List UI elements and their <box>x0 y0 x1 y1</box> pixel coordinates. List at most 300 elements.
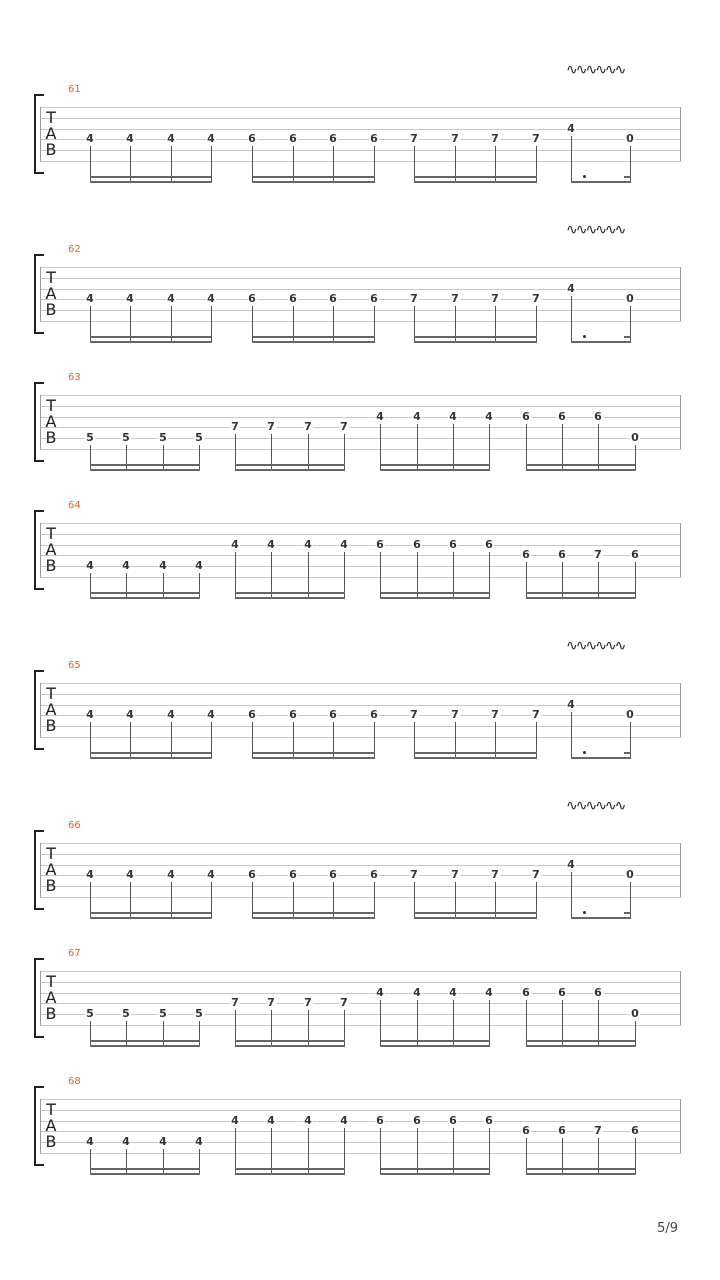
fret-number: 6 <box>248 708 256 722</box>
fret-number: 5 <box>86 431 94 445</box>
staff-line <box>40 886 681 887</box>
fret-number: 7 <box>304 420 312 434</box>
note-stem <box>526 424 527 469</box>
fret-number: 7 <box>491 132 499 146</box>
fret-number: 5 <box>122 1007 130 1021</box>
tab-clef-letter: B <box>45 300 57 319</box>
fret-number: 7 <box>532 292 540 306</box>
staff-line <box>40 427 681 428</box>
tab-clef-letter: A <box>45 124 57 143</box>
beam <box>90 1173 200 1175</box>
tab-clef-letter: B <box>45 876 57 895</box>
fret-number: 4 <box>159 559 167 573</box>
staff-line <box>40 406 681 407</box>
barline-end <box>680 843 681 897</box>
staff-line <box>40 1121 681 1122</box>
tab-system <box>0 1076 720 1202</box>
note-stem <box>271 1128 272 1173</box>
fret-number: 4 <box>126 292 134 306</box>
dotted-note <box>583 911 586 914</box>
fret-number: 7 <box>231 996 239 1010</box>
fret-number: 6 <box>594 409 602 423</box>
fret-number: 7 <box>491 292 499 306</box>
tab-clef-letter: A <box>45 700 57 719</box>
fret-number: 6 <box>413 1113 421 1127</box>
beam <box>235 469 345 471</box>
beam <box>380 1045 490 1047</box>
fret-number: 6 <box>289 292 297 306</box>
vibrato-mark: ∿∿∿∿∿∿ <box>566 222 625 238</box>
beam <box>90 469 200 471</box>
fret-number: 4 <box>167 708 175 722</box>
fret-number: 4 <box>86 868 94 882</box>
tab-clef-letter: A <box>45 1116 57 1135</box>
staff-line <box>40 854 681 855</box>
fret-number: 4 <box>340 537 348 551</box>
fret-number: 4 <box>340 1113 348 1127</box>
staff-line <box>40 289 681 290</box>
fret-number: 4 <box>126 868 134 882</box>
measure-number: 62 <box>68 244 81 255</box>
barline-end <box>680 267 681 321</box>
tab-clef-letter: B <box>45 428 57 447</box>
tab-clef-letter: T <box>46 684 56 703</box>
fret-number: 4 <box>167 868 175 882</box>
staff-line <box>40 1099 681 1100</box>
fret-number: 6 <box>370 868 378 882</box>
tab-clef-letter: B <box>45 140 57 159</box>
fret-number: 7 <box>267 420 275 434</box>
fret-number: 6 <box>413 537 421 551</box>
note-stem <box>489 1000 490 1045</box>
note-stem <box>308 552 309 597</box>
fret-number: 7 <box>410 708 418 722</box>
tab-clef-letter: T <box>46 844 56 863</box>
fret-number: 4 <box>195 1135 203 1149</box>
staff-line <box>40 715 681 716</box>
fret-number: 6 <box>289 132 297 146</box>
beam <box>571 341 631 343</box>
note-stem <box>453 424 454 469</box>
fret-number: 4 <box>304 1113 312 1127</box>
tab-clef-letter: A <box>45 284 57 303</box>
barline-end <box>680 523 681 577</box>
beam <box>526 592 636 594</box>
staff-line <box>40 865 681 866</box>
staff-line <box>40 566 681 567</box>
fret-number: 6 <box>558 1124 566 1138</box>
beam <box>90 1045 200 1047</box>
fret-number: 4 <box>413 985 421 999</box>
note-stem <box>271 552 272 597</box>
measure-number: 61 <box>68 84 81 95</box>
fret-number: 4 <box>267 537 275 551</box>
beam <box>90 752 212 754</box>
fret-number: 6 <box>522 1124 530 1138</box>
beam <box>235 592 345 594</box>
barline-start <box>40 523 41 577</box>
staff-line <box>40 395 681 396</box>
note-stem <box>571 296 572 341</box>
fret-number: 7 <box>532 708 540 722</box>
fret-number: 6 <box>289 708 297 722</box>
staff-line <box>40 1003 681 1004</box>
beam <box>90 181 212 183</box>
beam <box>235 1168 345 1170</box>
beam <box>526 464 636 466</box>
fret-number: 4 <box>231 1113 239 1127</box>
beam <box>414 336 537 338</box>
fret-number: 6 <box>370 292 378 306</box>
tab-clef-letter: A <box>45 412 57 431</box>
beam <box>571 757 631 759</box>
fret-number: 6 <box>329 868 337 882</box>
staff-line <box>40 577 681 578</box>
fret-number: 7 <box>451 708 459 722</box>
staff-line <box>40 982 681 983</box>
fret-number: 6 <box>485 537 493 551</box>
tab-system <box>0 222 720 370</box>
beam <box>252 912 375 914</box>
staff-line <box>40 321 681 322</box>
beam-short <box>624 336 631 338</box>
beam <box>252 752 375 754</box>
fret-number: 4 <box>86 1135 94 1149</box>
beam <box>90 336 212 338</box>
beam <box>414 917 537 919</box>
fret-number: 4 <box>207 868 215 882</box>
fret-number: 6 <box>248 868 256 882</box>
staff-line <box>40 694 681 695</box>
staff-line <box>40 150 681 151</box>
tab-clef-letter: T <box>46 108 56 127</box>
note-stem <box>453 552 454 597</box>
fret-number: 4 <box>159 1135 167 1149</box>
note-stem <box>417 552 418 597</box>
beam <box>252 757 375 759</box>
fret-number: 5 <box>122 431 130 445</box>
note-stem <box>380 1000 381 1045</box>
vibrato-mark: ∿∿∿∿∿∿ <box>566 798 625 814</box>
beam <box>90 464 200 466</box>
fret-number: 6 <box>485 1113 493 1127</box>
barline-end <box>680 107 681 161</box>
fret-number: 4 <box>126 708 134 722</box>
vibrato-mark: ∿∿∿∿∿∿ <box>566 638 625 654</box>
staff-line <box>40 993 681 994</box>
vibrato-mark: ∿∿∿∿∿∿ <box>566 62 625 78</box>
beam <box>414 757 537 759</box>
tab-system <box>0 500 720 626</box>
beam <box>235 1040 345 1042</box>
staff-line <box>40 683 681 684</box>
note-stem <box>308 1128 309 1173</box>
tab-clef-letter: A <box>45 988 57 1007</box>
fret-number: 7 <box>267 996 275 1010</box>
beam <box>90 1168 200 1170</box>
fret-number: 4 <box>167 292 175 306</box>
tab-clef-letter: B <box>45 716 57 735</box>
staff-line <box>40 129 681 130</box>
beam <box>414 341 537 343</box>
fret-number: 6 <box>631 1124 639 1138</box>
note-stem <box>571 712 572 757</box>
measure-number: 66 <box>68 820 81 831</box>
fret-number: 6 <box>248 292 256 306</box>
fret-number: 4 <box>376 409 384 423</box>
staff-line <box>40 139 681 140</box>
fret-number: 7 <box>491 868 499 882</box>
fret-number: 6 <box>522 548 530 562</box>
tab-clef-letter: T <box>46 524 56 543</box>
staff-line <box>40 1131 681 1132</box>
staff-line <box>40 875 681 876</box>
tab-system <box>0 372 720 498</box>
staff-line <box>40 417 681 418</box>
fret-number: 0 <box>631 1007 639 1021</box>
measure-number: 64 <box>68 500 81 511</box>
fret-number: 4 <box>485 985 493 999</box>
measure-number: 67 <box>68 948 81 959</box>
fret-number: 0 <box>626 292 634 306</box>
fret-number: 4 <box>267 1113 275 1127</box>
beam <box>526 1173 636 1175</box>
fret-number: 6 <box>449 1113 457 1127</box>
beam <box>526 1168 636 1170</box>
fret-number: 4 <box>86 132 94 146</box>
fret-number: 0 <box>626 708 634 722</box>
fret-number: 7 <box>410 132 418 146</box>
fret-number: 4 <box>207 292 215 306</box>
fret-number: 4 <box>567 281 575 295</box>
fret-number: 0 <box>626 868 634 882</box>
beam <box>414 912 537 914</box>
fret-number: 4 <box>207 132 215 146</box>
fret-number: 4 <box>86 559 94 573</box>
barline-start <box>40 1099 41 1153</box>
note-stem <box>489 1128 490 1173</box>
measure-number: 65 <box>68 660 81 671</box>
fret-number: 7 <box>340 996 348 1010</box>
note-stem <box>417 424 418 469</box>
fret-number: 6 <box>370 132 378 146</box>
note-stem <box>344 1128 345 1173</box>
note-stem <box>489 424 490 469</box>
note-stem <box>598 424 599 469</box>
fret-number: 7 <box>410 292 418 306</box>
tab-system <box>0 948 720 1074</box>
fret-number: 7 <box>304 996 312 1010</box>
beam <box>380 464 490 466</box>
fret-number: 5 <box>195 1007 203 1021</box>
barline-start <box>40 683 41 737</box>
staff-line <box>40 1025 681 1026</box>
fret-number: 7 <box>451 132 459 146</box>
tab-clef-letter: T <box>46 972 56 991</box>
note-stem <box>562 1000 563 1045</box>
staff-line <box>40 449 681 450</box>
beam <box>90 1040 200 1042</box>
staff-line <box>40 1142 681 1143</box>
beam <box>380 597 490 599</box>
fret-number: 6 <box>522 409 530 423</box>
fret-number: 6 <box>329 708 337 722</box>
beam <box>252 917 375 919</box>
beam <box>90 597 200 599</box>
beam <box>90 917 212 919</box>
note-stem <box>489 552 490 597</box>
beam <box>252 341 375 343</box>
staff-line <box>40 299 681 300</box>
fret-number: 7 <box>231 420 239 434</box>
beam <box>90 912 212 914</box>
tab-clef-letter: B <box>45 1004 57 1023</box>
fret-number: 7 <box>451 868 459 882</box>
barline-end <box>680 395 681 449</box>
fret-number: 7 <box>594 1124 602 1138</box>
dotted-note <box>583 751 586 754</box>
note-stem <box>235 552 236 597</box>
staff-line <box>40 107 681 108</box>
fret-number: 4 <box>122 1135 130 1149</box>
tab-clef-letter: B <box>45 556 57 575</box>
beam <box>90 757 212 759</box>
fret-number: 5 <box>195 431 203 445</box>
barline-start <box>40 107 41 161</box>
staff-line <box>40 523 681 524</box>
fret-number: 4 <box>122 559 130 573</box>
barline-end <box>680 1099 681 1153</box>
fret-number: 7 <box>491 708 499 722</box>
beam-short <box>624 912 631 914</box>
note-stem <box>571 872 572 917</box>
barline-start <box>40 267 41 321</box>
fret-number: 5 <box>86 1007 94 1021</box>
fret-number: 6 <box>522 985 530 999</box>
staff-line <box>40 737 681 738</box>
fret-number: 4 <box>207 708 215 722</box>
fret-number: 4 <box>567 121 575 135</box>
fret-number: 6 <box>329 292 337 306</box>
beam <box>252 176 375 178</box>
staff-line <box>40 897 681 898</box>
tab-clef-letter: T <box>46 268 56 287</box>
fret-number: 4 <box>567 697 575 711</box>
fret-number: 4 <box>485 409 493 423</box>
dotted-note <box>583 335 586 338</box>
staff-line <box>40 267 681 268</box>
staff-line <box>40 161 681 162</box>
staff-line <box>40 1153 681 1154</box>
fret-number: 4 <box>195 559 203 573</box>
fret-number: 6 <box>248 132 256 146</box>
beam <box>380 469 490 471</box>
fret-number: 4 <box>413 409 421 423</box>
beam <box>526 1040 636 1042</box>
fret-number: 6 <box>289 868 297 882</box>
note-stem <box>526 1000 527 1045</box>
fret-number: 6 <box>329 132 337 146</box>
fret-number: 7 <box>340 420 348 434</box>
beam <box>90 176 212 178</box>
staff-line <box>40 843 681 844</box>
fret-number: 4 <box>86 708 94 722</box>
note-stem <box>235 1128 236 1173</box>
staff-line <box>40 278 681 279</box>
staff-line <box>40 1110 681 1111</box>
staff-line <box>40 545 681 546</box>
fret-number: 4 <box>449 985 457 999</box>
fret-number: 6 <box>376 537 384 551</box>
barline-end <box>680 683 681 737</box>
fret-number: 6 <box>558 985 566 999</box>
beam <box>414 176 537 178</box>
beam <box>380 592 490 594</box>
page-number: 5/9 <box>657 1221 678 1236</box>
measure-number: 63 <box>68 372 81 383</box>
tab-clef-letter: A <box>45 860 57 879</box>
staff-line <box>40 438 681 439</box>
fret-number: 7 <box>532 868 540 882</box>
beam <box>252 336 375 338</box>
fret-number: 4 <box>167 132 175 146</box>
fret-number: 4 <box>449 409 457 423</box>
staff-line <box>40 705 681 706</box>
barline-start <box>40 395 41 449</box>
fret-number: 7 <box>532 132 540 146</box>
beam <box>526 469 636 471</box>
beam <box>571 181 631 183</box>
fret-number: 7 <box>410 868 418 882</box>
beam <box>235 1045 345 1047</box>
fret-number: 4 <box>304 537 312 551</box>
staff-line <box>40 534 681 535</box>
fret-number: 5 <box>159 431 167 445</box>
dotted-note <box>583 175 586 178</box>
fret-number: 0 <box>626 132 634 146</box>
note-stem <box>380 1128 381 1173</box>
staff-line <box>40 555 681 556</box>
fret-number: 6 <box>376 1113 384 1127</box>
note-stem <box>380 424 381 469</box>
fret-number: 4 <box>376 985 384 999</box>
tab-clef-letter: T <box>46 1100 56 1119</box>
fret-number: 4 <box>86 292 94 306</box>
measure-number: 68 <box>68 1076 81 1087</box>
barline-end <box>680 971 681 1025</box>
fret-number: 6 <box>631 548 639 562</box>
beam <box>235 464 345 466</box>
beam <box>380 1040 490 1042</box>
beam <box>526 597 636 599</box>
beam <box>526 1045 636 1047</box>
beam-short <box>624 176 631 178</box>
staff-line <box>40 971 681 972</box>
tab-clef-letter: T <box>46 396 56 415</box>
fret-number: 6 <box>594 985 602 999</box>
staff-line <box>40 1014 681 1015</box>
note-stem <box>598 1000 599 1045</box>
tab-clef-letter: A <box>45 540 57 559</box>
beam <box>414 181 537 183</box>
fret-number: 4 <box>126 132 134 146</box>
barline-start <box>40 843 41 897</box>
beam <box>252 181 375 183</box>
note-stem <box>453 1000 454 1045</box>
beam <box>571 917 631 919</box>
barline-start <box>40 971 41 1025</box>
tab-system <box>0 62 720 210</box>
